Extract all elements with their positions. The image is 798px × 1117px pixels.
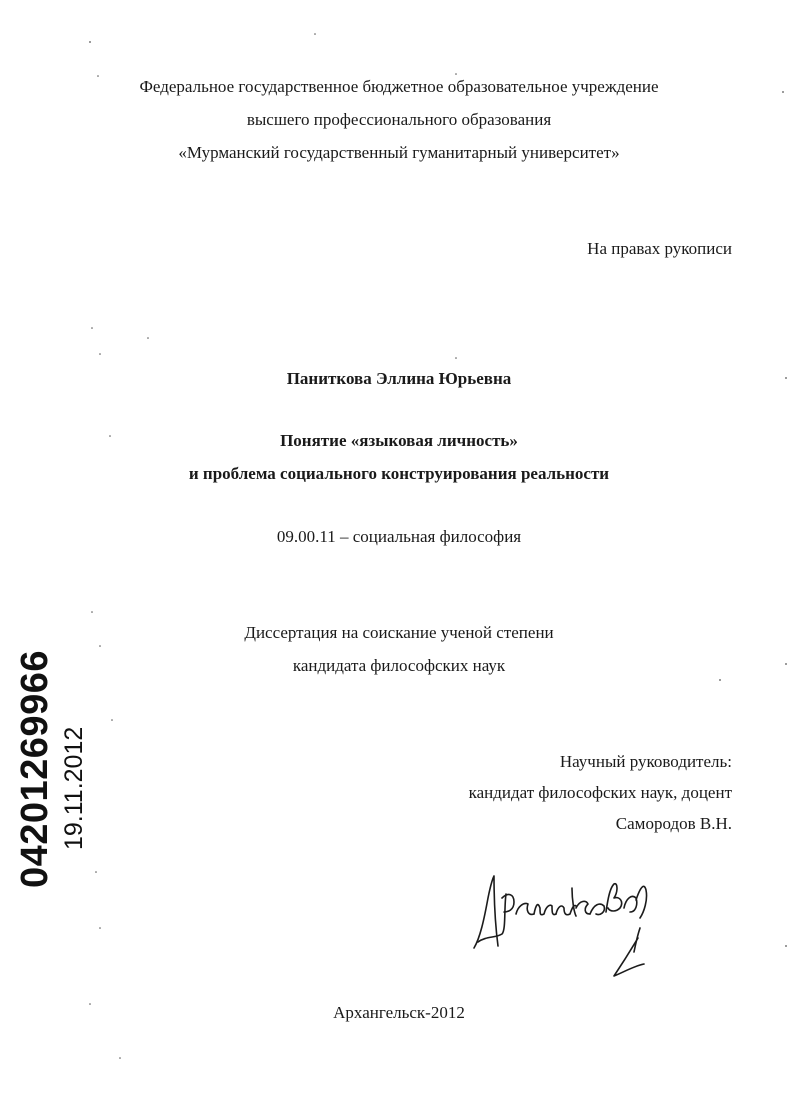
institution-line-1: Федеральное государственное бюджетное образовательное учреждение: [139, 77, 659, 96]
institution-line-2: высшего профессионального образования: [246, 110, 552, 129]
supervisor-name: Самородов В.Н.: [615, 814, 732, 833]
degree-line-1: Диссертация на соискание ученой степени: [244, 623, 554, 642]
registration-date: 19.11.2012: [60, 726, 88, 850]
supervisor-rank: кандидат философских наук, доцент: [468, 783, 732, 802]
manuscript-note: На правах рукописи: [587, 239, 732, 258]
supervisor-label: Научный руководитель:: [559, 752, 732, 771]
thesis-title-line-1: Понятие «языковая личность»: [280, 431, 518, 450]
institution-line-3: «Мурманский государственный гуманитарный университет»: [178, 143, 620, 162]
specialty: 09.00.11 – социальная философия: [276, 527, 522, 546]
author-name: Паниткова Эллина Юрьевна: [286, 369, 512, 388]
degree-line-2: кандидата философских наук: [292, 656, 506, 675]
thesis-title-line-2: и проблема социального конструирования реальности: [188, 464, 610, 483]
registration-number: 04201269966: [14, 650, 56, 888]
place-and-year: Архангельск-2012: [333, 1003, 465, 1022]
